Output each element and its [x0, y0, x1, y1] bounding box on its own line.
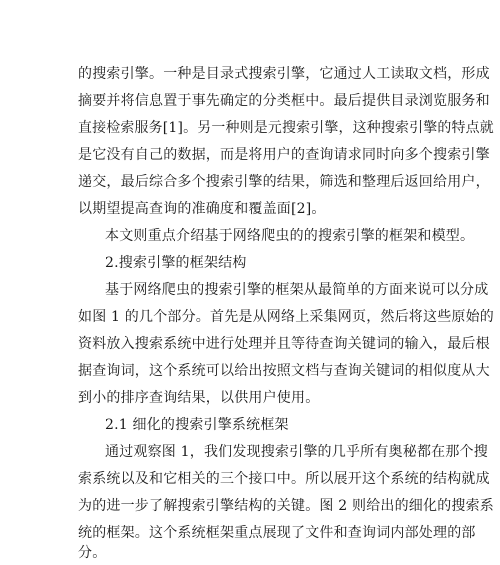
paragraph3-line-4: 据查询词，这个系统可以给出按照文档与查询关键词的相似度从大: [78, 363, 490, 379]
paragraph3-line-2: 如图 1 的几个部分。首先是从网络上采集网页，然后将这些原始的: [78, 309, 495, 325]
paragraph1-line-2: 摘要并将信息置于事先确定的分类框中。最后提供目录浏览服务和: [78, 93, 490, 109]
paragraph4-line-4: 统的框架。这个系统框架重点展现了文件和查询词内部处理的部: [78, 525, 476, 541]
paragraph4-line-2: 索系统以及和它相关的三个接口中。所以展开这个系统的结构就成: [78, 471, 490, 487]
section-heading-2: 2.搜索引擎的框架结构: [105, 255, 247, 271]
paragraph1-line-1: 的搜索引擎。一种是目录式搜索引擎，它通过人工读取文档，形成: [78, 66, 490, 82]
paragraph1-line-6: 以期望提高查询的准确度和覆盖面[2]。: [78, 201, 326, 217]
paragraph1-line-3: 直接检索服务[1]。另一种则是元搜索引擎，这种搜索引擎的特点就: [78, 120, 494, 136]
paragraph1-line-5: 递交，最后综合多个搜索引擎的结果，筛选和整理后返回给用户，: [78, 174, 490, 190]
paragraph4-line-3: 为的进一步了解搜索引擎结构的关键。图 2 则给出的细化的搜索系: [78, 498, 495, 514]
paragraph3-line-3: 资料放入搜索系统中进行处理并且等待查询关键词的输入，最后根: [78, 336, 490, 352]
paragraph3-line-5: 到小的排序查询结果，以供用户使用。: [78, 390, 320, 406]
paragraph3-line-1: 基于网络爬虫的搜索引擎的框架从最简单的方面来说可以分成: [105, 282, 489, 298]
paragraph4-line-5: 分。: [78, 545, 107, 561]
paragraph4-line-1: 通过观察图 1，我们发现搜索引擎的几乎所有奥秘都在那个搜: [105, 444, 488, 460]
paragraph1-line-4: 是它没有自己的数据，而是将用户的查询请求同时向多个搜索引擎: [78, 147, 490, 163]
section-heading-2-1: 2.1 细化的搜索引擎系统框架: [105, 417, 289, 433]
paragraph2-line-1: 本文则重点介绍基于网络爬虫的的搜索引擎的框架和模型。: [105, 228, 475, 244]
